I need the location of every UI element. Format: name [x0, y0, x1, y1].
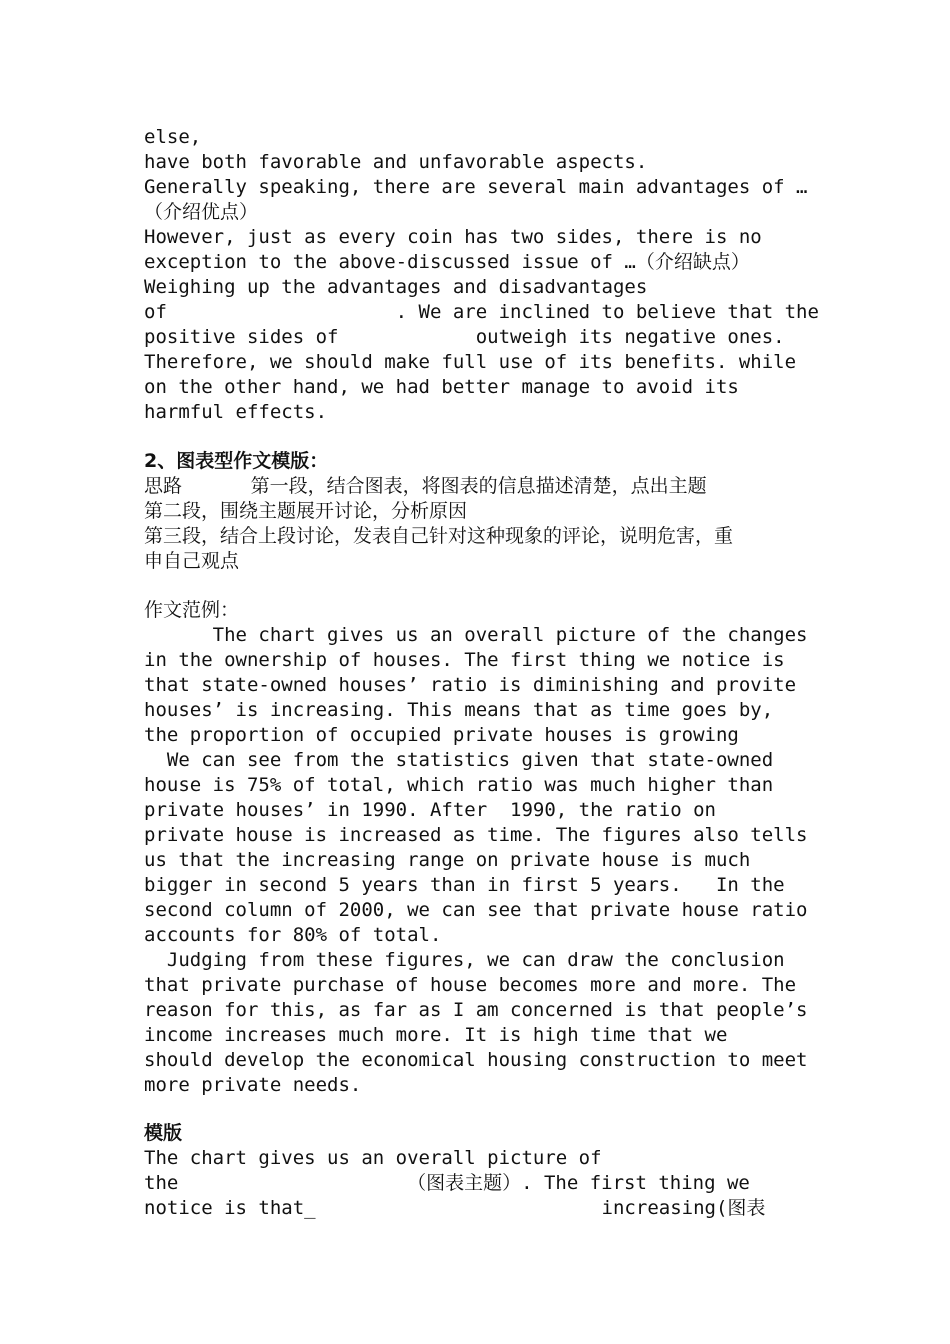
text-line: of . We are inclined to believe that the: [144, 301, 819, 323]
text-line: Weighing up the advantages and disadvantages: [144, 276, 648, 298]
text-line: The chart gives us an overall picture of: [144, 1147, 602, 1169]
text-line: Generally speaking, there are several main advantages of …: [144, 176, 808, 198]
text-line: income increases much more. It is high time that we: [144, 1024, 728, 1046]
text-line: We can see from the statistics given that state-owned: [144, 749, 774, 771]
outline-line: 第二段，围绕主题展开讨论，分析原因: [144, 500, 468, 522]
outline-line: 申自己观点: [144, 550, 240, 572]
text-line: accounts for 80% of total.: [144, 924, 442, 946]
text-line: that private purchase of house becomes more and more. The: [144, 974, 797, 996]
text-line: have both favorable and unfavorable aspects.: [144, 151, 648, 173]
outline-line: 思路 第一段，结合图表，将图表的信息描述清楚，点出主题: [144, 475, 707, 497]
text-line: exception to the above-discussed issue of …（介绍缺点）: [144, 251, 750, 273]
outline-line: 第三段，结合上段讨论，发表自己针对这种现象的评论，说明危害，重: [144, 525, 734, 547]
text-line: positive sides of outweigh its negative ones.: [144, 326, 785, 348]
section-heading: 2、图表型作文模版：: [144, 450, 329, 472]
example-label: 作文范例：: [144, 599, 240, 621]
text-line: that state-owned houses’ ratio is diminishing and provite: [144, 674, 797, 696]
text-line: the （图表主题）. The first thing we: [144, 1172, 750, 1194]
text-line: harmful effects.: [144, 401, 328, 423]
text-line: The chart gives us an overall picture of the changes: [144, 624, 808, 646]
text-line: house is 75% of total, which ratio was much higher than: [144, 774, 774, 796]
text-line: more private needs.: [144, 1074, 362, 1096]
text-line: Therefore, we should make full use of its benefits. while: [144, 351, 797, 373]
text-line: second column of 2000, we can see that private house ratio: [144, 899, 808, 921]
text-line: bigger in second 5 years than in first 5 years. In the: [144, 874, 785, 896]
text-line: However, just as every coin has two sides, there is no: [144, 226, 762, 248]
text-line: should develop the economical housing construction to meet: [144, 1049, 808, 1071]
text-line: houses’ is increasing. This means that as time goes by,: [144, 699, 774, 721]
text-line: notice is that_ increasing(图表: [144, 1197, 766, 1219]
text-line: private house is increased as time. The figures also tells: [144, 824, 808, 846]
template-heading: 模版: [144, 1122, 183, 1144]
text-line: on the other hand, we had better manage to avoid its: [144, 376, 739, 398]
text-line: in the ownership of houses. The first thing we notice is: [144, 649, 785, 671]
text-line: （介绍优点）: [144, 201, 259, 223]
text-line: private houses’ in 1990. After 1990, the ratio on: [144, 799, 716, 821]
text-line: Judging from these figures, we can draw the conclusion: [144, 949, 785, 971]
text-line: us that the increasing range on private house is much: [144, 849, 751, 871]
text-line: reason for this, as far as I am concerned is that people’s: [144, 999, 808, 1021]
text-line: else,: [144, 126, 202, 148]
text-line: the proportion of occupied private houses is growing: [144, 724, 739, 746]
